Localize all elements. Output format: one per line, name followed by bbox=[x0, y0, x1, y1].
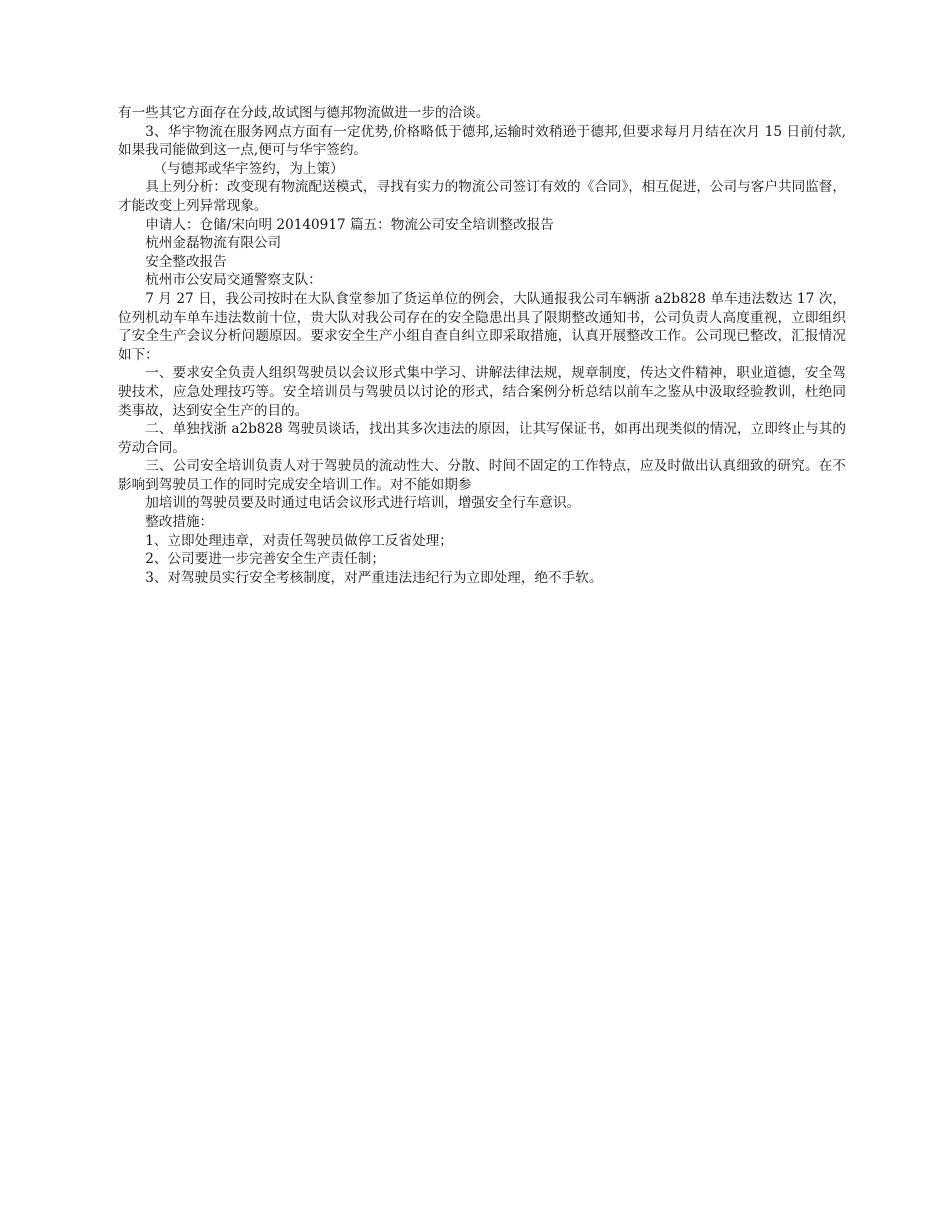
measure-item-3: 3、对驾驶员实行安全考核制度，对严重违法违纪行为立即处理，绝不手软。 bbox=[145, 569, 603, 586]
paragraph-meeting: 7 月 27 日，我公司按时在大队食堂参加了货运单位的例会，大队通报我公司车辆浙 a2b828 单车违法数达 17 次，位列机动车单车违法数前十位，贵大队对我公司存在的安全隐患出具了限期整改通知书，公司负责人高度重视，立即组织了安全生产会议分析问题原因。要求安全生产小组自查自纠立即采取措施，认真开展整改工作。公司现已整改，汇报情况如下： bbox=[118, 290, 846, 363]
paragraph-huayu-logistics: 3、华宇物流在服务网点方面有一定优势,价格略低于德邦,运输时效稍逊于德邦,但要求每月月结在次月 15 日前付款,如果我司能做到这一点,便可与华宇签约。 bbox=[118, 123, 846, 159]
measures-heading: 整改措施： bbox=[145, 514, 214, 531]
paragraph-item-two: 二、单独找浙 a2b828 驾驶员谈话，找出其多次违法的原因，让其写保证书，如再出现类似的情况，立即终止与其的劳动合同。 bbox=[118, 421, 846, 456]
paragraph-applicant: 申请人：仓储/宋向明 20140917 篇五：物流公司安全培训整改报告 bbox=[145, 216, 554, 233]
company-name: 杭州金磊物流有限公司 bbox=[145, 235, 282, 252]
paragraph-best-option: （与德邦或华宇签约，为上策） bbox=[153, 160, 344, 177]
measure-item-2: 2、公司要进一步完善安全生产责任制； bbox=[145, 551, 385, 568]
paragraph-disagreement: 有一些其它方面存在分歧,故试图与德邦物流做进一步的洽谈。 bbox=[118, 105, 490, 121]
paragraph-training-continued: 加培训的驾驶员要及时通过电话会议形式进行培训，增强安全行车意识。 bbox=[145, 495, 581, 512]
document-body bbox=[118, 104, 846, 587]
measure-item-1: 1、立即处理违章，对责任驾驶员做停工反省处理； bbox=[145, 532, 453, 549]
recipient: 杭州市公安局交通警察支队： bbox=[145, 272, 322, 289]
paragraph-item-one: 一、要求安全负责人组织驾驶员以会议形式集中学习、讲解法律法规，规章制度，传达文件精神，职业道德，安全驾驶技术，应急处理技巧等。安全培训员与驾驶员以讨论的形式，结合案例分析总结以前车之鉴从中汲取经验教训，杜绝同类事故，达到安全生产的目的。 bbox=[118, 365, 846, 419]
paragraph-analysis: 具上列分析：改变现有物流配送模式，寻找有实力的物流公司签订有效的《合同》，相互促进，公司与客户共同监督，才能改变上列异常现象。 bbox=[118, 179, 846, 214]
report-title: 安全整改报告 bbox=[145, 253, 227, 270]
paragraph-item-three: 三、公司安全培训负责人对于驾驶员的流动性大、分散、时间不固定的工作特点，应及时做出认真细致的研究。在不影响到驾驶员工作的同时完成安全培训工作。对不能如期参 bbox=[118, 458, 846, 493]
